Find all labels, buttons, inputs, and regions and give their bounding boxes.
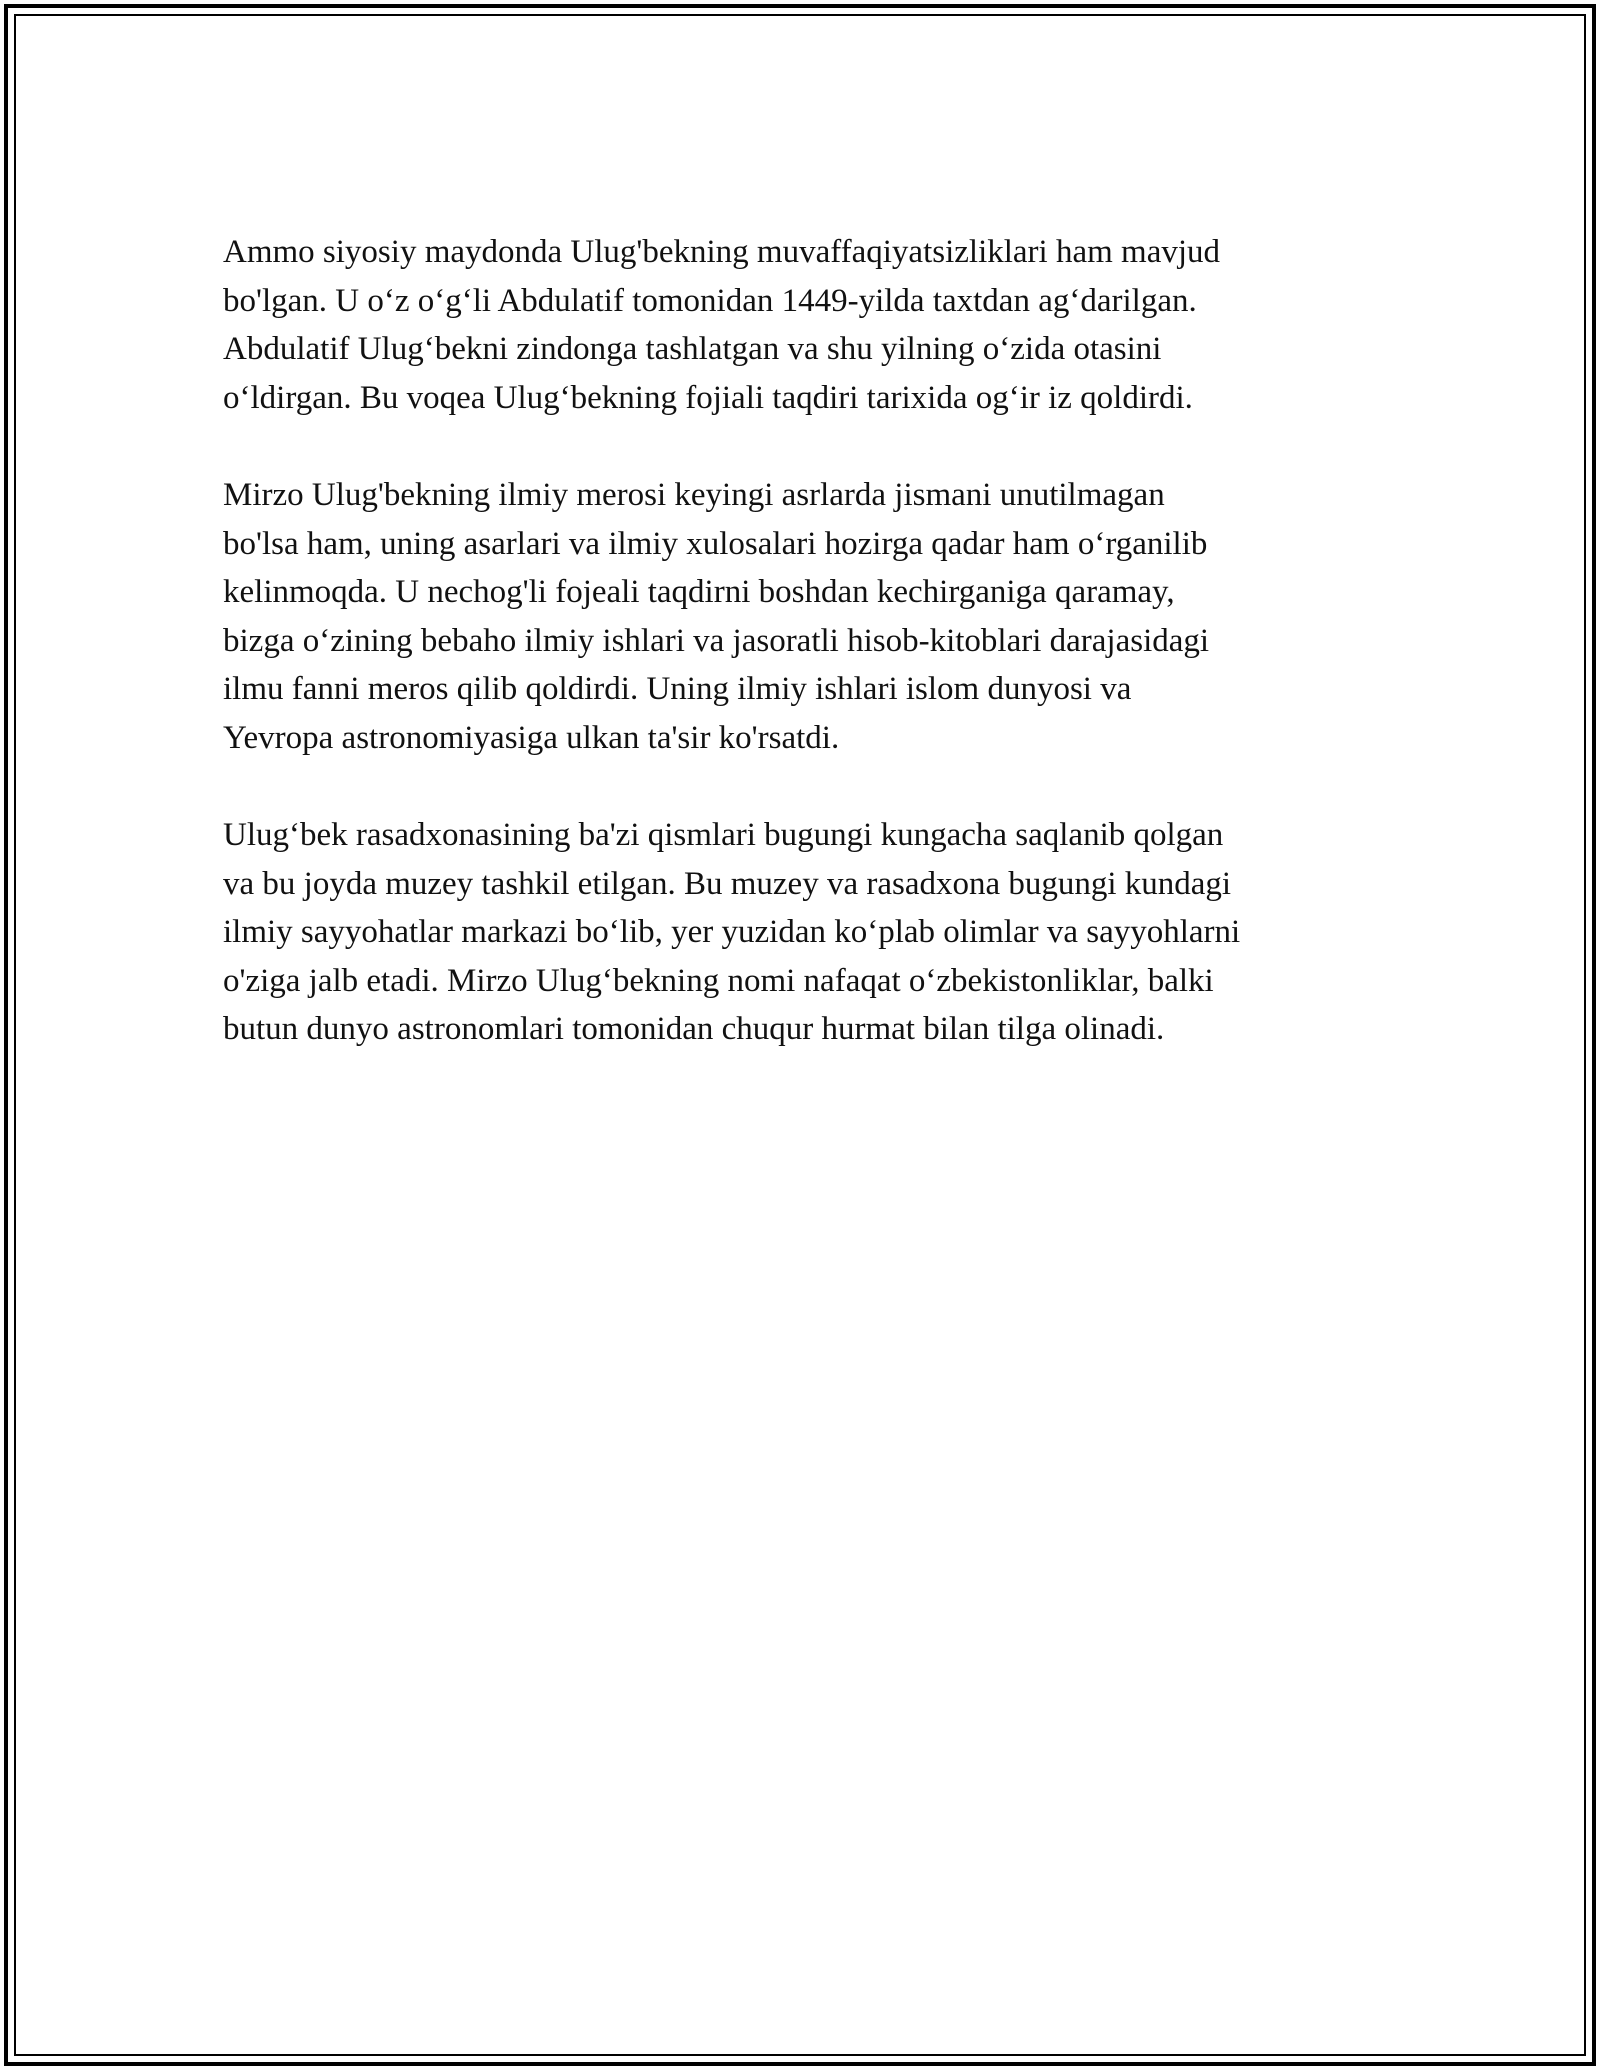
paragraph-line: bo'lgan. U o‘z o‘g‘li Abdulatif tomonidan 1449-yilda taxtdan ag‘darilgan. [223,282,1197,319]
paragraph-2 [223,471,1383,762]
paragraph-line: ilmiy sayyohatlar markazi bo‘lib, yer yuzidan ko‘plab olimlar va sayyohlarni [223,914,1241,950]
paragraph-line: bo'lsa ham, uning asarlari va ilmiy xulosalari hozirga qadar ham o‘rganilib [223,525,1208,562]
paragraph-3 [223,811,1383,1054]
paragraph-line: Abdulatif Ulug‘bekni zindonga tashlatgan va shu yilning o‘zida otasini [223,331,1162,367]
document-body [223,228,1383,1103]
paragraph-line: va bu joyda muzey tashkil etilgan. Bu muzey va rasadxona bugungi kundagi [223,865,1232,902]
paragraph-line: Mirzo Ulug'bekning ilmiy merosi keyingi asrlarda jismani unutilmagan [223,477,1165,513]
paragraph-line: kelinmoqda. U nechog'li fojeali taqdirni boshdan kechirganiga qaramay, [223,574,1175,610]
paragraph-line: butun dunyo astronomlari tomonidan chuqur hurmat bilan tilga olinadi. [223,1011,1165,1047]
paragraph-line: bizga o‘zining bebaho ilmiy ishlari va jasoratli hisob-kitoblari darajasidagi [223,622,1210,659]
paragraph-line: Ammo siyosiy maydonda Ulug'bekning muvaffaqiyatsizliklari ham mavjud [223,234,1221,270]
paragraph-line: Yevropa astronomiyasiga ulkan ta'sir ko'rsatdi. [223,719,840,756]
paragraph-1 [223,228,1383,422]
paragraph-line: o‘ldirgan. Bu voqea Ulug‘bekning fojiali taqdiri tarixida og‘ir iz qoldirdi. [223,379,1193,416]
paragraph-line: Ulug‘bek rasadxonasining ba'zi qismlari bugungi kungacha saqlanib qolgan [223,817,1224,853]
paragraph-line: o'ziga jalb etadi. Mirzo Ulug‘bekning nomi nafaqat o‘zbekistonliklar, balki [223,962,1214,999]
paragraph-line: ilmu fanni meros qilib qoldirdi. Uning ilmiy ishlari islom dunyosi va [223,671,1132,707]
